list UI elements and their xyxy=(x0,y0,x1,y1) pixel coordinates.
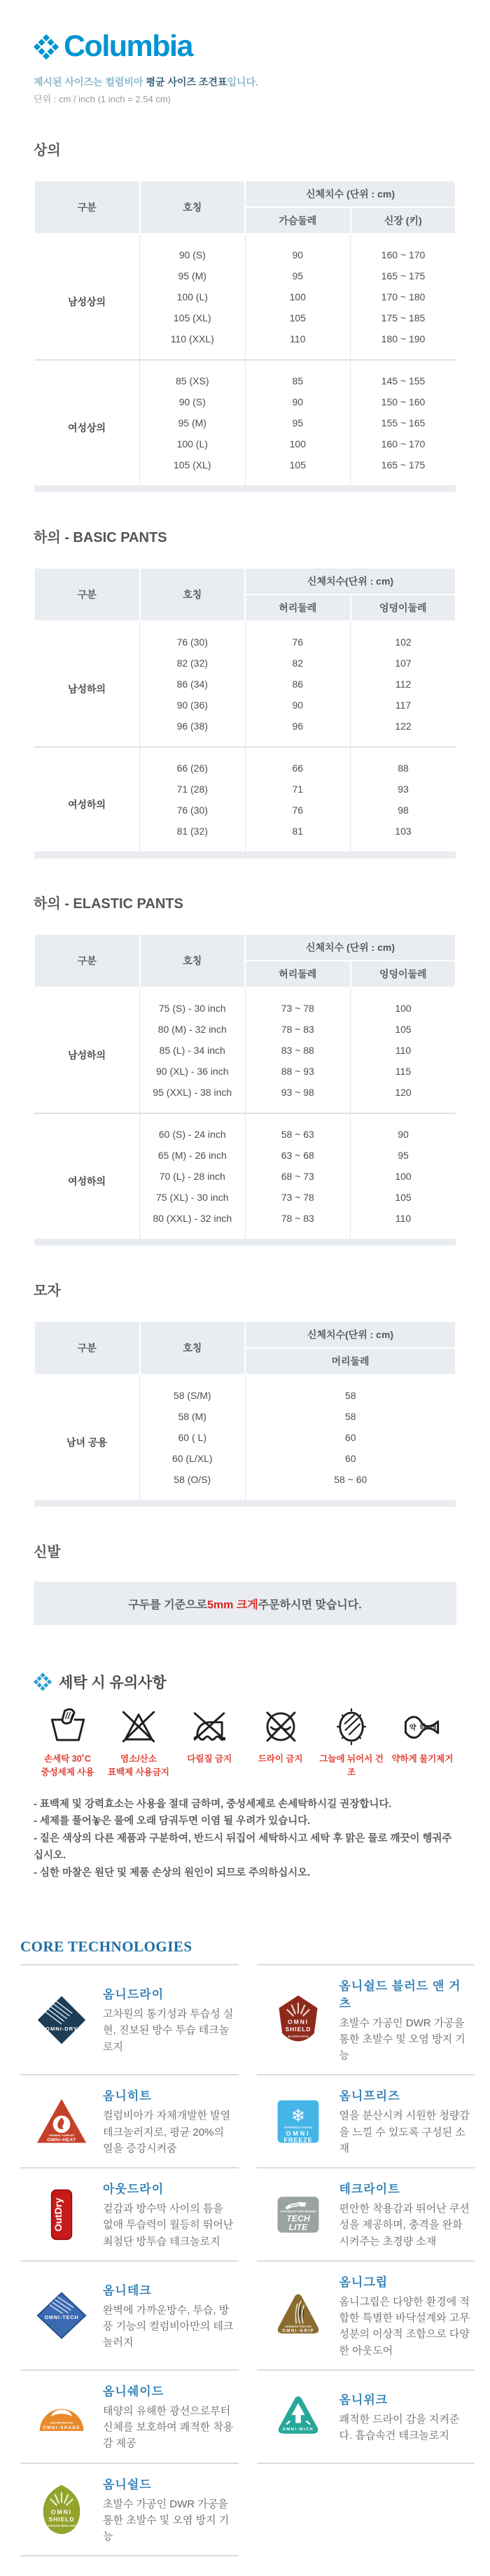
laundry-notes xyxy=(34,1796,456,1882)
laundry-care-label: 약하게 물기제거 xyxy=(391,1754,454,1764)
size-cell: 120 xyxy=(351,1082,456,1113)
tech-description: 초발수 가공인 DWR 가공을 통한 초발수 및 오염 방지 기능 xyxy=(103,2498,230,2543)
size-cell: 95 (XXL) - 38 inch xyxy=(140,1082,246,1113)
tech-description: 쾌적한 드라이 감을 지켜준다. 흡습속건 테크놀로지 xyxy=(339,2413,460,2442)
size-cell: 155 ~ 165 xyxy=(351,412,456,433)
size-cell: 86 (34) xyxy=(140,674,246,695)
laundry-care-label: 손세탁 30˚C 중성세제 사용 xyxy=(41,1754,94,1777)
size-cell: 100 (L) xyxy=(140,433,246,454)
group-label: 남성상의 xyxy=(67,296,106,307)
svg-text:OMNI-DRY: OMNI-DRY xyxy=(46,2025,78,2032)
svg-text:OutDry: OutDry xyxy=(53,2197,64,2232)
tech-description: 태양의 유해한 광선으로부터 신체를 보호하여 쾌적한 착용감 제공 xyxy=(103,2404,234,2450)
table-row xyxy=(34,621,456,653)
tech-item-omni-wick xyxy=(257,2369,475,2463)
svg-text:OMNI: OMNI xyxy=(286,2129,310,2137)
no-iron-icon xyxy=(189,1706,230,1747)
size-cell: 98 xyxy=(351,800,456,821)
col-subheader: 머리둘레 xyxy=(245,1348,456,1374)
size-cell: 86 xyxy=(245,674,351,695)
col-header-group: 신체치수(단위 : cm) xyxy=(245,1321,456,1348)
col-header: 호칭 xyxy=(140,1321,246,1374)
size-cell: 110 (XXL) xyxy=(140,328,246,360)
table-row xyxy=(34,747,456,779)
svg-text:하: 하 xyxy=(419,1724,427,1732)
col-header-group: 신체치수 (단위 : cm) xyxy=(245,181,456,207)
tech-item-tech-lite xyxy=(257,2167,475,2260)
laundry-title: 세탁 시 유의사항 xyxy=(59,1675,167,1691)
size-tables-root xyxy=(0,139,490,1507)
laundry-section xyxy=(34,1671,456,1882)
col-header: 구분 xyxy=(34,181,140,234)
size-cell: 105 xyxy=(351,1187,456,1208)
tech-item-omni-tech xyxy=(20,2260,239,2369)
size-cell: 165 ~ 175 xyxy=(351,265,456,286)
size-cell: 58 ~ 60 xyxy=(245,1469,456,1500)
size-cell: 58 (S/M) xyxy=(140,1374,246,1406)
shoes-note-text: 주문하시면 맞습니다. xyxy=(258,1599,362,1611)
omni-dry-logo-icon xyxy=(20,1992,103,2048)
intro-text-light: 입니다. xyxy=(227,76,258,88)
tech-description: 옴니그립은 다양한 환경에 적합한 특별한 바닥설계와 고무 성분의 이상적 조합으로 다양한 아웃도어 xyxy=(339,2295,470,2357)
size-cell: 90 (S) xyxy=(140,234,246,265)
tech-item-omni-shield-blood xyxy=(257,1964,475,2075)
size-cell: 105 xyxy=(351,1019,456,1040)
handwash-icon xyxy=(48,1706,88,1747)
size-cell: 68 ~ 73 xyxy=(245,1166,351,1187)
size-cell: 66 xyxy=(245,747,351,779)
laundry-heading xyxy=(34,1671,456,1692)
size-cell: 95 xyxy=(245,265,351,286)
shoes-note-highlight: 5mm 크게 xyxy=(206,1599,258,1611)
size-cell: 70 (L) - 28 inch xyxy=(140,1166,246,1187)
intro-line xyxy=(34,75,490,89)
tech-description: 편안한 착용감과 뛰어난 쿠션성을 제공하며, 충격을 완화시켜주는 초경량 소재 xyxy=(339,2203,470,2248)
size-cell: 96 xyxy=(245,716,351,747)
laundry-care-label: 드라이 금지 xyxy=(258,1754,303,1764)
omni-heat-logo-icon xyxy=(20,2094,103,2150)
laundry-note-line: - 표백제 및 강력효소는 사용을 절대 금하며, 중성세제로 손세탁하시길 권장합니다. xyxy=(34,1798,392,1810)
brand-header xyxy=(34,29,490,64)
size-cell: 88 xyxy=(351,747,456,779)
shoes-note-text: 구두를 기준으로 xyxy=(128,1599,207,1611)
outdry-logo-icon xyxy=(20,2187,103,2243)
size-cell: 76 (30) xyxy=(140,621,246,653)
size-cell: 60 xyxy=(245,1427,456,1448)
size-table xyxy=(34,180,456,492)
laundry-care-item xyxy=(104,1706,172,1779)
table-row xyxy=(34,1113,456,1145)
svg-text:FREEZE: FREEZE xyxy=(283,2136,313,2144)
size-cell: 85 (XS) xyxy=(140,360,246,391)
size-cell: 58 xyxy=(245,1406,456,1427)
svg-text:OMNI-SHADE: OMNI-SHADE xyxy=(43,2425,80,2431)
laundry-note-line: - 세제를 풀어놓은 물에 오래 담궈두면 이염 될 우려가 있습니다. xyxy=(34,1816,311,1827)
size-cell: 100 xyxy=(245,433,351,454)
unit-note: 단위 : cm / inch (1 inch = 2.54 cm) xyxy=(34,94,171,104)
group-label: 여성하의 xyxy=(34,1113,140,1239)
size-cell: 145 ~ 155 xyxy=(351,360,456,391)
core-technologies-heading: CORE TECHNOLOGIES xyxy=(20,1937,192,1955)
col-subheader: 엉덩이둘레 xyxy=(351,961,456,987)
tech-title: 옴니위크 xyxy=(339,2393,388,2407)
tech-item-omni-dry xyxy=(20,1964,239,2075)
col-header: 호칭 xyxy=(140,181,246,234)
svg-text:LITE: LITE xyxy=(288,2222,307,2232)
size-cell: 93 xyxy=(351,779,456,800)
tech-description: 열을 분산시켜 시원한 청량감을 느낄 수 있도록 구성된 소재 xyxy=(339,2110,470,2154)
svg-text:게: 게 xyxy=(430,1724,437,1732)
size-cell: 110 xyxy=(351,1208,456,1239)
size-cell: 96 (38) xyxy=(140,716,246,747)
tech-title: 옴니쉴드 블러드 앤 거츠 xyxy=(339,1979,461,2010)
size-cell: 71 (28) xyxy=(140,779,246,800)
section-title-shoes: 신발 xyxy=(34,1545,61,1560)
laundry-care-item xyxy=(246,1706,314,1779)
size-table xyxy=(34,933,456,1246)
col-header: 구분 xyxy=(34,568,140,621)
size-cell: 105 (XL) xyxy=(140,454,246,485)
size-cell: 78 ~ 83 xyxy=(245,1208,351,1239)
no-bleach-icon xyxy=(118,1706,159,1747)
col-header-group: 신체치수(단위 : cm) xyxy=(245,568,456,594)
svg-text:OMNI-HEAT: OMNI-HEAT xyxy=(47,2137,76,2143)
laundry-care-item xyxy=(318,1706,386,1779)
tech-title: 옴니쉴드 xyxy=(103,2477,152,2491)
size-cell: 81 (32) xyxy=(140,821,246,851)
size-cell: 100 xyxy=(351,987,456,1019)
intro-block xyxy=(34,75,490,105)
omni-shield-repel-logo-icon xyxy=(20,2481,103,2537)
svg-text:ADVANCED REPELLENCY: ADVANCED REPELLENCY xyxy=(46,2524,78,2528)
size-cell: 95 (M) xyxy=(140,265,246,286)
omni-wick-logo-icon xyxy=(257,2388,340,2444)
intro-text-dark: 평균 사이즈 조견표 xyxy=(146,76,227,88)
omni-grip-logo-icon xyxy=(257,2288,340,2344)
size-cell: 105 xyxy=(245,307,351,328)
size-cell: 100 (L) xyxy=(140,286,246,307)
tech-description: 완벽에 가까운방수, 투습, 방풍 기능의 컬럼비아만의 테크놀러지 xyxy=(103,2304,234,2349)
tech-item-omni-freeze xyxy=(257,2074,475,2167)
svg-text:SHIELD: SHIELD xyxy=(48,2516,75,2523)
svg-text:OMNI: OMNI xyxy=(287,2018,309,2026)
size-cell: 76 xyxy=(245,621,351,653)
size-cell: 82 xyxy=(245,653,351,674)
size-cell: 180 ~ 190 xyxy=(351,328,456,360)
laundry-icon-row xyxy=(34,1706,456,1779)
size-cell: 76 xyxy=(245,800,351,821)
size-cell: 80 (XXL) - 32 inch xyxy=(140,1208,246,1239)
col-header: 구분 xyxy=(34,934,140,987)
tech-title: 옴니드라이 xyxy=(103,1988,164,2002)
size-cell: 115 xyxy=(351,1061,456,1082)
table-footer-band xyxy=(34,1500,456,1507)
size-cell: 58 ~ 63 xyxy=(245,1113,351,1145)
col-subheader: 엉덩이둘레 xyxy=(351,594,456,621)
col-subheader: 신장 (키) xyxy=(351,207,456,234)
wring-weak-icon xyxy=(402,1706,442,1747)
size-cell: 95 xyxy=(245,412,351,433)
brand-wordmark: Columbia xyxy=(64,29,192,63)
size-cell: 150 ~ 160 xyxy=(351,391,456,412)
shoes-note-box xyxy=(34,1582,456,1625)
size-cell: 63 ~ 68 xyxy=(245,1145,351,1166)
group-label: 남녀 공용 xyxy=(66,1437,107,1448)
size-cell: 90 xyxy=(245,695,351,716)
table-footer-band xyxy=(34,1239,456,1246)
size-cell: 90 (S) xyxy=(140,391,246,412)
table-row xyxy=(34,360,456,391)
core-technologies-grid xyxy=(20,1964,475,2557)
laundry-care-label: 염소/산소 표백제 사용금지 xyxy=(107,1754,169,1777)
size-cell: 66 (26) xyxy=(140,747,246,779)
col-subheader: 허리둘레 xyxy=(245,961,351,987)
col-header: 호칭 xyxy=(140,568,246,621)
tech-item-omni-shield-repel xyxy=(20,2463,239,2557)
no-dryclean-icon xyxy=(260,1706,301,1747)
svg-text:OMNI-WICK: OMNI-WICK xyxy=(282,2428,314,2432)
group-label: 여성상의 xyxy=(34,360,140,485)
size-cell: 85 (L) - 34 inch xyxy=(140,1040,246,1061)
svg-text:SUN PROTECTION: SUN PROTECTION xyxy=(50,2421,74,2425)
size-cell: 100 xyxy=(245,286,351,307)
group-label: 여성하의 xyxy=(34,747,140,851)
size-cell: 105 xyxy=(245,454,351,485)
size-cell: 93 ~ 98 xyxy=(245,1082,351,1113)
tech-description: 고차원의 통기성과 투습성 실현, 진보된 방수 투습 테크놀로지 xyxy=(103,2008,234,2053)
size-cell: 175 ~ 185 xyxy=(351,307,456,328)
svg-text:BLOOD'N GUTS: BLOOD'N GUTS xyxy=(288,2035,308,2038)
size-cell: 73 ~ 78 xyxy=(245,1187,351,1208)
size-cell: 76 (30) xyxy=(140,800,246,821)
tech-empty-cell xyxy=(257,2463,475,2557)
size-cell: 90 xyxy=(245,234,351,265)
size-cell: 95 (M) xyxy=(140,412,246,433)
table-row xyxy=(34,1374,456,1406)
size-cell: 88 ~ 93 xyxy=(245,1061,351,1082)
size-cell: 58 xyxy=(245,1374,456,1406)
size-cell: 60 (S) - 24 inch xyxy=(140,1113,246,1145)
size-cell: 75 (XL) - 30 inch xyxy=(140,1187,246,1208)
section-title: 하의 - BASIC PANTS xyxy=(34,530,167,545)
table-footer-band xyxy=(34,851,456,858)
size-cell: 90 (36) xyxy=(140,695,246,716)
svg-text:SHIELD: SHIELD xyxy=(284,2025,312,2033)
tech-title: 테크라이트 xyxy=(339,2182,400,2196)
col-header: 구분 xyxy=(34,1321,140,1374)
size-cell: 60 xyxy=(245,1448,456,1469)
laundry-note-line: - 심한 마찰은 원단 및 제품 손상의 원인이 되므로 주의하십시오. xyxy=(34,1867,311,1879)
tech-title: 옴니테크 xyxy=(103,2283,152,2297)
svg-text:ADVANCED TRACTION: ADVANCED TRACTION xyxy=(284,2325,312,2329)
group-label: 남성하의 xyxy=(67,683,106,695)
tech-item-omni-shade xyxy=(20,2369,239,2463)
svg-text:OMNI: OMNI xyxy=(51,2508,72,2516)
columbia-gem-icon xyxy=(34,34,59,60)
size-table xyxy=(34,567,456,858)
laundry-care-item xyxy=(388,1706,456,1779)
tech-title: 옴니그립 xyxy=(339,2275,388,2289)
size-cell: 112 xyxy=(351,674,456,695)
col-header: 호칭 xyxy=(140,934,246,987)
svg-text:TECH: TECH xyxy=(286,2213,310,2224)
svg-text:ADVANCED COOLING: ADVANCED COOLING xyxy=(284,2126,312,2129)
size-cell: 65 (M) - 26 inch xyxy=(140,1145,246,1166)
size-cell: 117 xyxy=(351,695,456,716)
table-row xyxy=(34,234,456,265)
size-cell: 81 xyxy=(245,821,351,851)
size-cell: 90 xyxy=(351,1113,456,1145)
size-cell: 75 (S) - 30 inch xyxy=(140,987,246,1019)
tech-item-omni-heat xyxy=(20,2074,239,2167)
size-cell: 60 (L/XL) xyxy=(140,1448,246,1469)
size-cell: 165 ~ 175 xyxy=(351,454,456,485)
size-cell: 107 xyxy=(351,653,456,674)
table-row xyxy=(34,987,456,1019)
tech-description: 초발수 가공인 DWR 가공을 통한 초발수 및 오염 방지 기능 xyxy=(339,2017,465,2062)
laundry-care-label: 다림질 금지 xyxy=(187,1754,232,1764)
size-cell: 102 xyxy=(351,621,456,653)
section-title: 하의 - ELASTIC PANTS xyxy=(34,896,183,912)
core-technologies-section xyxy=(20,1938,475,2557)
columbia-gem-icon xyxy=(34,1673,52,1691)
tech-description: 겉감과 방수막 사이의 틈을 없애 투습력이 월등히 뛰어난 최첨단 방투습 테크놀로지 xyxy=(103,2203,234,2248)
intro-text-light: 제시된 사이즈는 컬럼비아 xyxy=(34,76,146,88)
tech-title: 아웃드라이 xyxy=(103,2182,164,2196)
size-cell: 100 xyxy=(351,1166,456,1187)
svg-text:OMNI-TECH: OMNI-TECH xyxy=(44,2314,79,2320)
section-title: 상의 xyxy=(34,143,61,158)
size-cell: 85 xyxy=(245,360,351,391)
size-table xyxy=(34,1321,456,1507)
svg-text:OMNI-GRIP: OMNI-GRIP xyxy=(281,2328,314,2334)
size-cell: 73 ~ 78 xyxy=(245,987,351,1019)
svg-text:THERMAL COMFORT: THERMAL COMFORT xyxy=(48,2133,75,2137)
tech-item-outdry xyxy=(20,2167,239,2260)
size-cell: 122 xyxy=(351,716,456,747)
omni-shade-logo-icon xyxy=(20,2388,103,2444)
svg-text:약: 약 xyxy=(410,1724,416,1732)
size-cell: 58 (O/S) xyxy=(140,1469,246,1500)
svg-text:LIGHTWEIGHT PERFORMANCE: LIGHTWEIGHT PERFORMANCE xyxy=(279,2210,316,2213)
col-subheader: 허리둘레 xyxy=(245,594,351,621)
tech-title: 옴니프리즈 xyxy=(339,2089,400,2103)
group-label: 남성하의 xyxy=(67,1050,106,1061)
shade-dry-icon xyxy=(331,1706,372,1747)
size-cell: 103 xyxy=(351,821,456,851)
tech-lite-logo-icon xyxy=(257,2187,340,2243)
size-cell: 170 ~ 180 xyxy=(351,286,456,307)
size-cell: 83 ~ 88 xyxy=(245,1040,351,1061)
size-cell: 80 (M) - 32 inch xyxy=(140,1019,246,1040)
svg-text:❄: ❄ xyxy=(290,2106,305,2126)
tech-title: 옴니쉐이드 xyxy=(103,2384,164,2398)
laundry-care-label: 그늘에 뉘어서 건조 xyxy=(319,1754,384,1777)
section-title: 모자 xyxy=(34,1283,61,1299)
table-footer-band xyxy=(34,485,456,492)
size-cell: 160 ~ 170 xyxy=(351,234,456,265)
omni-shield-blood-logo-icon xyxy=(257,1992,340,2048)
col-header-group: 신체치수 (단위 : cm) xyxy=(245,934,456,961)
size-cell: 60 ( L) xyxy=(140,1427,246,1448)
laundry-care-item xyxy=(176,1706,244,1779)
size-cell: 110 xyxy=(245,328,351,360)
size-cell: 78 ~ 83 xyxy=(245,1019,351,1040)
size-cell: 110 xyxy=(351,1040,456,1061)
tech-title: 옴니히트 xyxy=(103,2089,152,2103)
size-cell: 90 (XL) - 36 inch xyxy=(140,1061,246,1082)
col-subheader: 가슴둘레 xyxy=(245,207,351,234)
laundry-note-line: - 짙은 색상의 다른 제품과 구분하여, 반드시 뒤집어 세탁하시고 세탁 후 맑은 물로 깨끗이 헹궈주십시오. xyxy=(34,1832,452,1862)
omni-freeze-logo-icon xyxy=(257,2094,340,2150)
size-cell: 105 (XL) xyxy=(140,307,246,328)
tech-item-omni-grip xyxy=(257,2260,475,2369)
size-cell: 71 xyxy=(245,779,351,800)
size-cell: 82 (32) xyxy=(140,653,246,674)
omni-tech-logo-icon xyxy=(20,2288,103,2344)
size-cell: 58 (M) xyxy=(140,1406,246,1427)
size-cell: 160 ~ 170 xyxy=(351,433,456,454)
size-cell: 90 xyxy=(245,391,351,412)
tech-description: 컬럼비아가 자체개발한 발열 테크놀러지로, 평균 20%의 열을 증강시켜줌 xyxy=(103,2110,231,2154)
size-cell: 95 xyxy=(351,1145,456,1166)
laundry-care-item xyxy=(34,1706,102,1779)
